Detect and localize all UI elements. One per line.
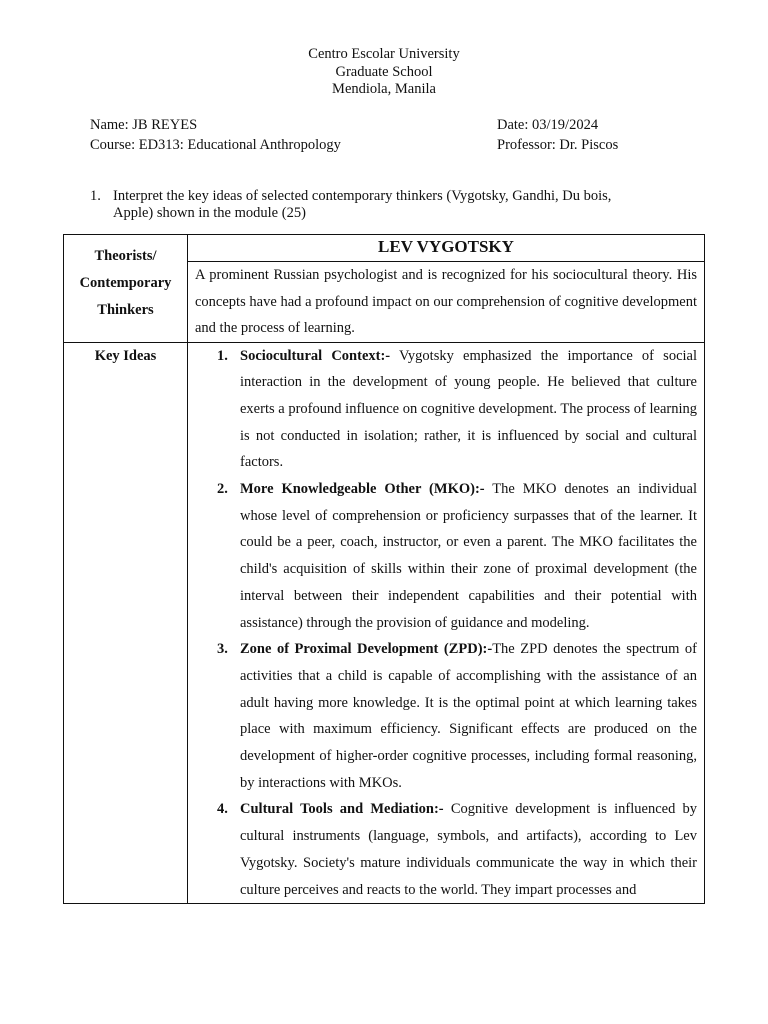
theorists-header-cell <box>64 235 188 343</box>
key-ideas-cell <box>188 342 705 904</box>
theorists-header-line: Theorists/ <box>94 248 157 264</box>
key-ideas-label: Key Ideas <box>64 342 188 904</box>
idea-text: The MKO denotes an individual whose level of comprehension or proficiency surpasses that of the learner. It could be a peer, coach, instructor, or even a parent. The MKO facilitates the child's acquisition of skills within their zone of proximal development (the interval between their independent capabilities and their potential with assistance) through the provision of guidance and modeling. <box>240 481 697 631</box>
list-item <box>188 476 697 636</box>
professor-info: Professor: Dr. Piscos <box>497 137 619 153</box>
idea-number: 2. <box>217 481 228 498</box>
theorists-header-line: Thinkers <box>97 302 154 318</box>
idea-term: Sociocultural Context:- <box>240 347 391 364</box>
course-info: Course: ED313: Educational Anthropology <box>90 137 341 153</box>
idea-number: 3. <box>217 641 228 658</box>
date-info: Date: 03/19/2024 <box>497 117 599 133</box>
idea-term: Zone of Proximal Development (ZPD):- <box>240 641 493 658</box>
thinker-table <box>63 234 705 904</box>
key-ideas-list <box>188 343 697 904</box>
idea-text: Vygotsky emphasized the importance of social interaction in the development of young people. He believed that culture exerts a profound influence on cognitive development. The process of learning is not conducted in isolation; rather, it is influenced by social and cultural factors. <box>240 347 698 471</box>
university-name: Centro Escolar University <box>308 46 460 62</box>
thinker-intro: A prominent Russian psychologist and is recognized for his sociocultural theory. His concepts have had a profound impact on our comprehension of cognitive development and the process of learning. <box>188 262 705 343</box>
idea-text: The ZPD denotes the spectrum of activities that a child is capable of accomplishing with the assistance of an adult having more knowledge. It is the optimal point at which learning takes place with maximum efficiency. Significant effects are produced on the development of higher-order cognitive processes, including formal reasoning, by interactions with MKOs. <box>240 641 697 791</box>
document-header <box>0 46 768 99</box>
question-number: 1. <box>90 188 101 204</box>
list-item <box>188 636 697 796</box>
table-row-title <box>64 235 705 262</box>
school-address: Mendiola, Manila <box>332 81 436 97</box>
idea-number: 4. <box>217 801 228 818</box>
idea-term: Cultural Tools and Mediation:- <box>240 801 444 818</box>
list-item <box>188 796 697 903</box>
idea-number: 1. <box>217 347 228 364</box>
question-item <box>90 188 650 222</box>
table-row-key-ideas <box>64 342 705 904</box>
idea-text: Cognitive development is influenced by cultural instruments (language, symbols, and artifacts), according to Lev Vygotsky. Society's mature individuals communicate the way in which their culture perceives and reacts to the world. They impart processes and <box>240 801 697 898</box>
student-name: Name: JB REYES <box>90 117 198 133</box>
theorists-header-line: Contemporary <box>79 275 172 291</box>
thinker-name: LEV VYGOTSKY <box>188 235 705 262</box>
list-item <box>188 343 697 477</box>
question-text: Interpret the key ideas of selected contemporary thinkers (Vygotsky, Gandhi, Du bois, Apple) shown in the module (25) <box>113 188 612 221</box>
school-name: Graduate School <box>335 63 433 80</box>
idea-term: More Knowledgeable Other (MKO):- <box>240 481 485 498</box>
